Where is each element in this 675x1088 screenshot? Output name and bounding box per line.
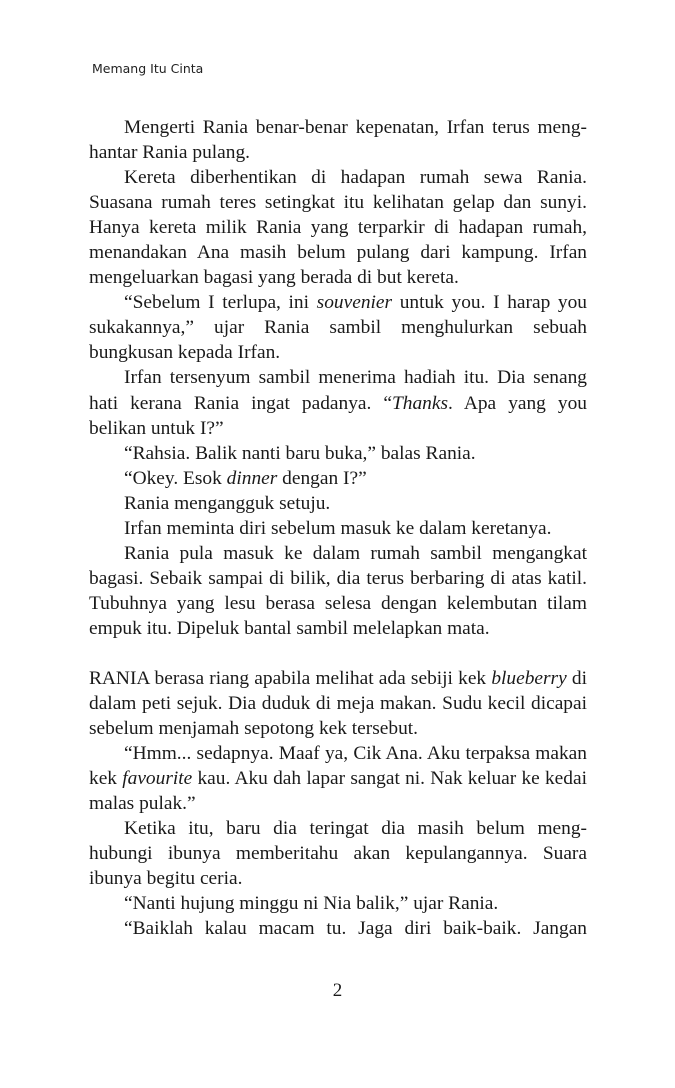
italic-text: blueberry <box>491 667 567 689</box>
paragraph <box>89 466 587 491</box>
italic-text: souvenier <box>316 292 393 314</box>
text-run: Rania pula masuk ke dalam rumah sambil mengangkat bagasi. Sebaik sampai di bilik, dia terus berbaring di atas katil. Tubuhnya yang lesu berasa selesa dengan kelembutan tilam empuk itu. Dipeluk bantal sambil melelapkan mata. <box>89 542 587 639</box>
page-body <box>89 115 587 942</box>
text-run: Rania mengangguk setuju. <box>124 492 331 514</box>
paragraph <box>89 916 587 941</box>
paragraph <box>89 741 587 816</box>
text-run: “Rahsia. Balik nanti baru buka,” balas Rania. <box>124 442 476 464</box>
italic-text: Thanks <box>392 392 449 414</box>
paragraph <box>89 516 587 541</box>
paragraph <box>89 290 587 365</box>
section-opening-paragraph <box>89 666 587 741</box>
paragraph <box>89 541 587 641</box>
text-run: Ketika itu, baru dia teringat dia masih belum meng-hubungi ibunya memberitahu akan kepulangannya. Suara ibunya begitu ceria. <box>89 818 587 890</box>
paragraph <box>89 816 587 891</box>
text-run: RANIA berasa riang apabila melihat ada sebiji kek <box>89 667 492 689</box>
text-run: dengan I?” <box>277 467 367 489</box>
running-head: Memang Itu Cinta <box>92 61 204 76</box>
paragraph <box>89 365 587 440</box>
paragraph <box>89 165 587 290</box>
text-run: “Nanti hujung minggu ni Nia balik,” ujar Rania. <box>124 893 499 915</box>
text-run: Kereta diberhentikan di hadapan rumah sewa Rania. Suasana rumah teres setingkat itu kelihatan gelap dan sunyi. Hanya kereta milik Rania yang terparkir di hadapan rumah, menandakan Ana masih belum pulang dari kampung. Irfan mengeluarkan bagasi yang berada di but kereta. <box>89 167 587 289</box>
text-run: di dalam peti sejuk. Dia duduk di meja makan. Sudu kecil dicapai sebelum menjamah sepotong kek tersebut. <box>89 667 587 740</box>
text-run: “Baiklah kalau macam tu. Jaga diri baik-baik. Jangan <box>124 918 587 940</box>
paragraph <box>89 115 587 165</box>
text-run: “Sebelum I terlupa, ini <box>124 292 317 314</box>
text-run: Irfan meminta diri sebelum masuk ke dalam keretanya. <box>124 517 552 539</box>
paragraph <box>89 891 587 916</box>
paragraph <box>89 441 587 466</box>
italic-text: dinner <box>226 467 278 489</box>
text-run: kau. Aku dah lapar sangat ni. Nak keluar ke kedai malas pulak.” <box>89 768 587 815</box>
text-run: “Okey. Esok <box>124 467 227 489</box>
page-number: 2 <box>332 980 343 1001</box>
italic-text: favourite <box>122 768 193 790</box>
text-run: Mengerti Rania benar-benar kepenatan, Irfan terus meng-hantar Rania pulang. <box>89 117 587 164</box>
text-run: Irfan tersenyum sambil menerima hadiah itu. Dia senang hati kerana Rania ingat padanya. “ <box>89 367 587 414</box>
text-run: . Apa yang you belikan untuk I?” <box>89 392 588 439</box>
paragraph <box>89 491 587 516</box>
text-run: “Hmm... sedapnya. Maaf ya, Cik Ana. Aku terpaksa makan kek <box>89 743 587 790</box>
text-run: untuk you. I harap you sukakannya,” ujar Rania sambil menghulurkan sebuah bungkusan kepada Irfan. <box>89 292 588 364</box>
